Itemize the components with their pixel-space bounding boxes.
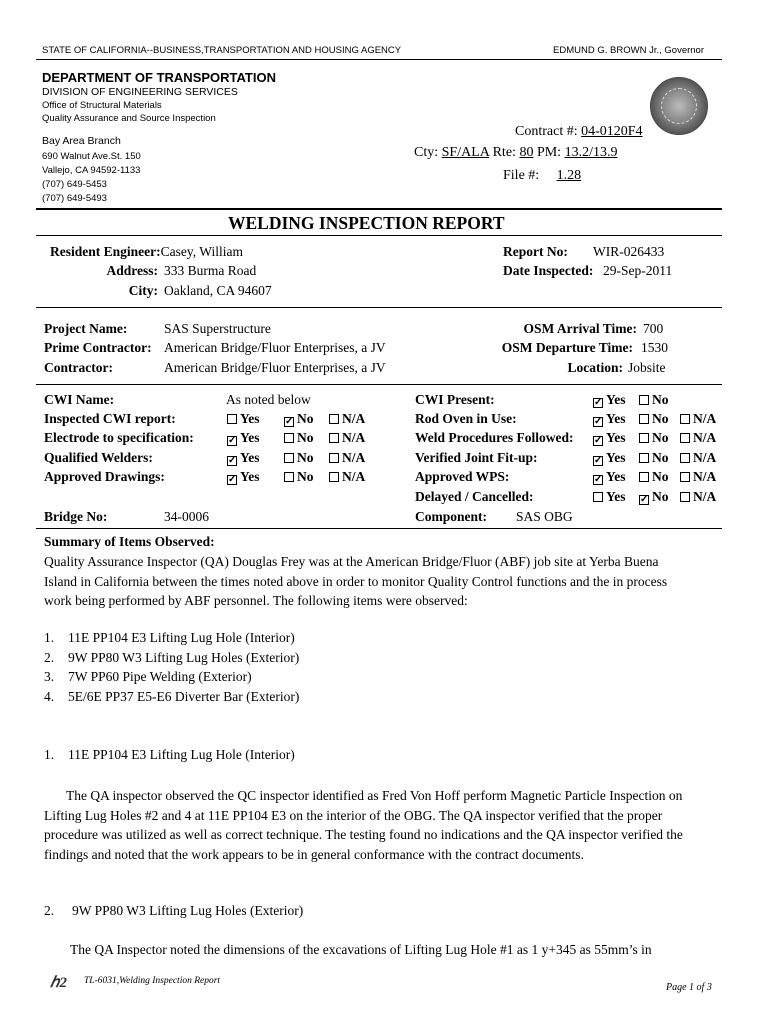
check-approved-wps-label-text: Approved WPS:: [415, 469, 510, 484]
branch-street: 690 Walnut Ave.St. 150: [42, 151, 141, 162]
division-name: DIVISION OF ENGINEERING SERVICES: [42, 86, 238, 98]
contract-value: 04-0120F4: [581, 124, 643, 139]
check-approved-drawings-na-checkbox[interactable]: [329, 472, 339, 482]
page-total: 3: [706, 982, 712, 993]
check-qualified-welders-no-checkbox[interactable]: [284, 453, 294, 463]
contractor-value: American Bridge/Fluor Enterprises, a JV: [164, 360, 386, 375]
check-delayed-cancelled-no-option: [639, 489, 669, 505]
city-label: [0, 283, 158, 299]
prime-contractor-label: Prime Contractor:: [44, 340, 152, 355]
check-approved-wps-na-option: [680, 469, 716, 485]
section-rule-2: [36, 384, 722, 385]
check-delayed-cancelled-yes-option: [593, 489, 626, 505]
check-cwi-present-no-option: [639, 392, 669, 408]
address-label: [0, 263, 158, 279]
check-delayed-cancelled-yes-label: Yes: [606, 489, 626, 504]
check-verified-joint-fit-up-no-label: No: [652, 450, 669, 465]
rte-value: 80: [519, 145, 534, 160]
location-label: Location:: [567, 360, 623, 375]
section-1-body: The QA inspector observed the QC inspector identified as Fred Von Hoff perform Magnetic Particle Inspection on Lifting Lug Holes #2 and 4 at 11E PP104 E3 on the interior of the OBG. The QA inspector verified that the proper procedure was utilized as well as correct technique. The testing found no indications and the QA inspector verified the findings and noted that the work appears to be in general conformance with the contract documents.: [44, 788, 683, 862]
department-title: DEPARTMENT OF TRANSPORTATION: [42, 70, 276, 85]
departure-label-wrap: [420, 340, 633, 356]
summary-item-number: 4.: [44, 689, 55, 704]
check-weld-procedures-followed-no-option: [639, 430, 669, 446]
check-electrode-to-specification-yes-label: Yes: [240, 430, 260, 445]
form-number: TL-6031,Welding Inspection Report: [84, 976, 221, 986]
check-approved-drawings-no-label: No: [297, 469, 314, 484]
check-approved-wps-no-label: No: [652, 469, 669, 484]
state-seal-icon: [650, 77, 708, 135]
departure-label: OSM Departure Time:: [501, 340, 633, 355]
check-verified-joint-fit-up-na-checkbox[interactable]: [680, 453, 690, 463]
check-weld-procedures-followed-na-checkbox[interactable]: [680, 433, 690, 443]
section-rule-3: [36, 528, 722, 529]
section-2-body: The QA Inspector noted the dimensions of the excavations of Lifting Lug Hole #1 as 1 y+345 as 55mm’s in: [70, 942, 652, 957]
check-verified-joint-fit-up-no-checkbox[interactable]: [639, 453, 649, 463]
check-approved-wps-na-checkbox[interactable]: [680, 472, 690, 482]
check-inspected-cwi-report-yes-label: Yes: [240, 411, 260, 426]
check-approved-drawings-yes-option: [227, 469, 260, 485]
check-approved-drawings-na-label: N/A: [342, 469, 366, 484]
check-weld-procedures-followed-yes-checkbox[interactable]: ✓: [594, 435, 603, 446]
contractor-label: Contractor:: [44, 360, 113, 375]
branch-city: Vallejo, CA 94592-1133: [42, 165, 141, 176]
caltrans-logo-icon: ℎ2: [50, 975, 68, 991]
check-approved-wps-yes-option: [593, 469, 626, 485]
check-rod-oven-in-use-yes-option: [593, 411, 626, 427]
check-weld-procedures-followed-yes-label: Yes: [606, 430, 626, 445]
office-line-2: Quality Assurance and Source Inspection: [42, 113, 216, 124]
check-cwi-present-yes-checkbox[interactable]: ✓: [594, 397, 603, 408]
check-cwi-present-no-checkbox[interactable]: [639, 395, 649, 405]
check-rod-oven-in-use-yes-checkbox[interactable]: ✓: [594, 416, 603, 427]
bridge-no-label: Bridge No:: [44, 509, 108, 524]
check-qualified-welders-yes-label: Yes: [240, 450, 260, 465]
page-prefix: Page: [666, 982, 687, 993]
check-rod-oven-in-use-na-label: N/A: [693, 411, 717, 426]
section-rule-1: [36, 307, 722, 308]
check-qualified-welders-na-label: N/A: [342, 450, 366, 465]
cwi-name-label: CWI Name:: [44, 392, 115, 407]
check-cwi-present-yes-label: Yes: [606, 392, 626, 407]
check-inspected-cwi-report-no-option: [284, 411, 314, 427]
check-rod-oven-in-use-na-option: [680, 411, 716, 427]
location-value: Jobsite: [628, 360, 666, 375]
resident-engineer-value: Casey, William: [160, 244, 243, 259]
address-value: 333 Burma Road: [164, 263, 257, 278]
check-delayed-cancelled-na-checkbox[interactable]: [680, 492, 690, 502]
check-qualified-welders-no-label: No: [297, 450, 314, 465]
date-inspected-value: 29-Sep-2011: [603, 263, 673, 278]
report-no-label: Report No:: [503, 244, 568, 259]
check-verified-joint-fit-up-yes-label: Yes: [606, 450, 626, 465]
check-inspected-cwi-report-no-label: No: [297, 411, 314, 426]
check-qualified-welders-yes-option: [227, 450, 260, 466]
branch-phone-2: (707) 649-5493: [42, 193, 107, 204]
check-inspected-cwi-report-na-checkbox[interactable]: [329, 414, 339, 424]
check-rod-oven-in-use-no-option: [639, 411, 669, 427]
city-value: Oakland, CA 94607: [164, 283, 272, 298]
check-inspected-cwi-report-label-text: Inspected CWI report:: [44, 411, 176, 426]
pm-label: PM:: [536, 145, 562, 160]
summary-item: 7W PP60 Pipe Welding (Exterior): [68, 669, 252, 684]
arrival-label: OSM Arrival Time:: [523, 321, 637, 336]
check-approved-drawings-no-option: [284, 469, 314, 485]
check-rod-oven-in-use-na-checkbox[interactable]: [680, 414, 690, 424]
check-electrode-to-specification-label-text: Electrode to specification:: [44, 430, 194, 445]
page-indicator: [666, 982, 712, 993]
check-delayed-cancelled-na-option: [680, 489, 716, 505]
agency-bar: [36, 44, 722, 58]
report-no-value: WIR-026433: [593, 244, 665, 259]
cty-value: SF/ALA: [441, 145, 490, 160]
title-underline: [36, 235, 722, 236]
component-label: Component:: [415, 509, 488, 524]
check-approved-drawings-label-text: Approved Drawings:: [44, 469, 165, 484]
summary-item-number: 3.: [44, 669, 55, 684]
check-approved-wps-no-option: [639, 469, 669, 485]
summary-item-number: 1.: [44, 630, 55, 645]
check-cwi-present-no-label: No: [652, 392, 669, 407]
contract-number: [515, 124, 643, 140]
rte-label: Rte:: [492, 145, 516, 160]
departure-value: 1530: [641, 340, 668, 355]
check-verified-joint-fit-up-yes-checkbox[interactable]: ✓: [594, 455, 603, 466]
check-verified-joint-fit-up-label-text: Verified Joint Fit-up:: [415, 450, 538, 465]
report-title: WELDING INSPECTION REPORT: [228, 213, 505, 233]
file-number: [503, 168, 589, 184]
check-inspected-cwi-report-no-checkbox[interactable]: ✓: [285, 416, 294, 427]
check-electrode-to-specification-na-checkbox[interactable]: [329, 433, 339, 443]
check-approved-drawings-yes-label: Yes: [240, 469, 260, 484]
check-qualified-welders-no-option: [284, 450, 314, 466]
file-label: File #:: [503, 168, 540, 183]
check-verified-joint-fit-up-na-option: [680, 450, 716, 466]
check-delayed-cancelled-yes-checkbox[interactable]: [593, 492, 603, 502]
summary-item: 9W PP80 W3 Lifting Lug Holes (Exterior): [68, 650, 300, 665]
check-qualified-welders-na-option: [329, 450, 365, 466]
file-value: 1.28: [556, 168, 582, 183]
check-weld-procedures-followed-label-text: Weld Procedures Followed:: [415, 430, 574, 445]
check-approved-drawings-no-checkbox[interactable]: [284, 472, 294, 482]
check-inspected-cwi-report-na-label: N/A: [342, 411, 366, 426]
summary-heading: Summary of Items Observed:: [44, 534, 215, 549]
check-delayed-cancelled-label-text: Delayed / Cancelled:: [415, 489, 534, 504]
contract-label: Contract #:: [515, 124, 578, 139]
check-verified-joint-fit-up-na-label: N/A: [693, 450, 717, 465]
check-qualified-welders-na-checkbox[interactable]: [329, 453, 339, 463]
project-name-value: SAS Superstructure: [164, 321, 271, 336]
check-electrode-to-specification-no-checkbox[interactable]: [284, 433, 294, 443]
check-verified-joint-fit-up-no-option: [639, 450, 669, 466]
check-qualified-welders-yes-checkbox[interactable]: ✓: [228, 455, 237, 466]
check-electrode-to-specification-yes-checkbox[interactable]: ✓: [228, 435, 237, 446]
page-of: of: [696, 982, 705, 993]
check-weld-procedures-followed-yes-option: [593, 430, 626, 446]
page-number: 1: [689, 982, 695, 993]
check-rod-oven-in-use-yes-label: Yes: [606, 411, 626, 426]
bridge-no-value: 34-0006: [164, 509, 209, 524]
prime-contractor-value: American Bridge/Fluor Enterprises, a JV: [164, 340, 386, 355]
check-rod-oven-in-use-label-text: Rod Oven in Use:: [415, 411, 517, 426]
check-inspected-cwi-report-yes-checkbox[interactable]: [227, 414, 237, 424]
resident-engineer-row: [50, 244, 243, 260]
office-line-1: Office of Structural Materials: [42, 100, 162, 111]
check-electrode-to-specification-no-option: [284, 430, 314, 446]
section-1-number: 1.: [44, 747, 55, 762]
county-route-postmile: [414, 145, 635, 161]
address-label-text: Address:: [106, 263, 158, 278]
check-qualified-welders-label-text: Qualified Welders:: [44, 450, 153, 465]
branch-phone-1: (707) 649-5453: [42, 179, 107, 190]
summary-intro: Quality Assurance Inspector (QA) Douglas Frey was at the American Bridge/Fluor (ABF) job site at Yerba Buena Island in California between the times noted above in order to monitor Quality Control functions and the in process work being performed by ABF personnel. The following items were observed:: [44, 554, 668, 608]
location-label-wrap: [420, 360, 623, 376]
branch-name: Bay Area Branch: [42, 135, 121, 147]
check-verified-joint-fit-up-yes-option: [593, 450, 626, 466]
check-approved-wps-yes-checkbox[interactable]: ✓: [594, 474, 603, 485]
agency-name: STATE OF CALIFORNIA--BUSINESS,TRANSPORTATION AND HOUSING AGENCY: [42, 45, 402, 56]
section-1-title: 11E PP104 E3 Lifting Lug Hole (Interior): [68, 747, 295, 762]
check-inspected-cwi-report-yes-option: [227, 411, 260, 427]
check-inspected-cwi-report-na-option: [329, 411, 365, 427]
governor-name: EDMUND G. BROWN Jr., Governor: [553, 45, 704, 56]
title-rule: [36, 208, 722, 210]
check-electrode-to-specification-na-option: [329, 430, 365, 446]
check-delayed-cancelled-no-label: No: [652, 489, 669, 504]
section-2-title: 9W PP80 W3 Lifting Lug Holes (Exterior): [72, 903, 304, 918]
project-name-label: Project Name:: [44, 321, 128, 336]
check-approved-drawings-na-option: [329, 469, 365, 485]
check-approved-wps-no-checkbox[interactable]: [639, 472, 649, 482]
header-rule: [36, 59, 722, 60]
city-label-text: City:: [128, 283, 158, 298]
check-cwi-present-label-text: CWI Present:: [415, 392, 495, 407]
check-delayed-cancelled-no-checkbox[interactable]: ✓: [640, 494, 649, 505]
section-2-number: 2.: [44, 903, 55, 918]
arrival-value: 700: [643, 321, 664, 336]
check-electrode-to-specification-yes-option: [227, 430, 260, 446]
check-rod-oven-in-use-no-checkbox[interactable]: [639, 414, 649, 424]
check-approved-wps-yes-label: Yes: [606, 469, 626, 484]
cty-label: Cty:: [414, 145, 439, 160]
check-approved-wps-na-label: N/A: [693, 469, 717, 484]
component-value: SAS OBG: [516, 509, 573, 524]
check-electrode-to-specification-no-label: No: [297, 430, 314, 445]
check-weld-procedures-followed-no-label: No: [652, 430, 669, 445]
summary-item: 11E PP104 E3 Lifting Lug Hole (Interior): [68, 630, 295, 645]
summary-item-number: 2.: [44, 650, 55, 665]
arrival-label-wrap: [420, 321, 637, 337]
check-delayed-cancelled-na-label: N/A: [693, 489, 717, 504]
check-cwi-present-yes-option: [593, 392, 626, 408]
date-inspected-label: Date Inspected:: [503, 263, 594, 278]
check-weld-procedures-followed-no-checkbox[interactable]: [639, 433, 649, 443]
check-approved-drawings-yes-checkbox[interactable]: ✓: [228, 474, 237, 485]
pm-value: 13.2/13.9: [564, 145, 618, 160]
summary-item: 5E/6E PP37 E5-E6 Diverter Bar (Exterior): [68, 689, 300, 704]
resident-engineer-label: Resident Engineer:: [50, 244, 161, 259]
check-weld-procedures-followed-na-option: [680, 430, 716, 446]
check-electrode-to-specification-na-label: N/A: [342, 430, 366, 445]
check-rod-oven-in-use-no-label: No: [652, 411, 669, 426]
cwi-name-value: As noted below: [226, 392, 311, 407]
check-weld-procedures-followed-na-label: N/A: [693, 430, 717, 445]
